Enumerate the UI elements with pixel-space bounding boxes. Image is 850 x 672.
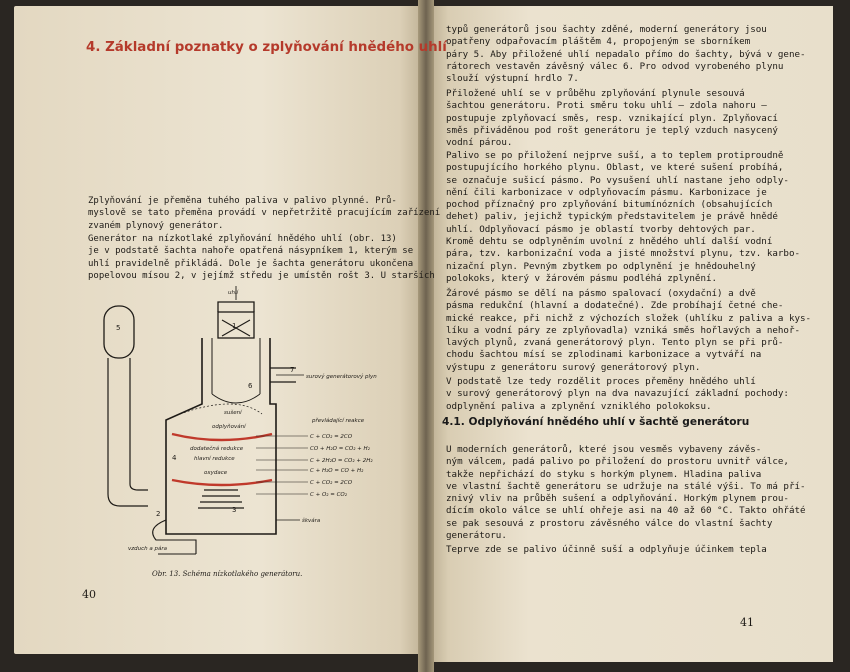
part-1: 1 (232, 322, 237, 330)
zone-degassing: odplyňování (212, 424, 246, 430)
reaction-2: CO + H₂O = CO₂ + H₂ (310, 446, 370, 452)
left-paragraph-2: Generátor na nízkotlaké zplyňování hnědého uhlí (obr. 13) je v podstatě šachta nahoře opatřená násypníkem 1, kterým se uhlí pravidelně přikládá. Dole je šachta generátoru ukončena popelovou mísou 2, v jejímž středu je umístěn rošt 3. U starších (88, 234, 435, 281)
right-paragraph-6: U moderních generátorů, které jsou vesměs vybaveny závěs- ným válcem, padá palivo po přiložení do prostoru uvnitř válce, takže nepřichází do styku s horkým plynem. Hladina paliva ve vlastní šachtě generátoru se udržuje na stálé výši. To má pří- znivý vliv na průběh sušení a odplyňování. Horkým plynem prou- dícím okolo válce se uhlí ohřeje asi na 40 až 60 °C. Takto ohřáté se pak sesouvá z prostoru závěsného válce do vlastní šachty generátoru. (446, 444, 806, 542)
label-air-steam: vzduch a pára (128, 546, 167, 552)
zone-drying: sušení (224, 410, 242, 416)
steam-collector (104, 306, 134, 358)
section-subheading: 4.1. Odplyňování hnědého uhlí v šachtě generátoru (442, 416, 750, 428)
reaction-3: C + 2H₂O = CO₂ + 2H₂ (310, 458, 373, 464)
label-raw-gas: surový generátorový plyn (306, 374, 377, 380)
zone-main-reduction: hlavní redukce (194, 456, 235, 462)
right-paragraph-7: Teprve zde se palivo účinně suší a odplyňuje účinkem tepla (446, 544, 767, 555)
reaction-6: C + O₂ = CO₂ (310, 492, 347, 498)
right-paragraph-2: Přiložené uhlí se v průběhu zplyňování plynule sesouvá šachtou generátoru. Proti směru toku uhlí – zdola nahoru – postupuje zplyňovací směs, resp. vznikající plyn. Zplyňovací směs přiváděnou pod rošt generátoru je teplý vzduch nasycený vodní párou. (446, 88, 778, 149)
zone-oxidation: oxydace (204, 470, 228, 476)
right-paragraph-5: V podstatě lze tedy rozdělit proces přeměny hnědého uhlí v surový generátorový plyn na dva navazující základní pochody: odplynění paliva a zplynění vzniklého polokoksu. (446, 376, 789, 412)
part-3: 3 (232, 506, 237, 514)
part-4: 4 (172, 454, 177, 462)
reaction-4: C + H₂O = CO + H₂ (310, 468, 364, 474)
label-reactions-header: převládající reakce (312, 418, 365, 424)
right-paragraph-4: Žárové pásmo se dělí na pásmo spalovací (oxydační) a dvě pásma redukční (hlavní a dodatečné). Zde probíhají četné che- mické reakce, při nichž z výchozích složek (uhlíku z paliva a kys- líku a vodní páry ze zplyňovadla) vzniká směs hořlavých a nehoř- lavých plynů, zvaná generátorový plyn. Tento plyn se při prů- chodu šachtou mísí se zplodinami karbonizace a vytváří na výstupu z generátoru surový generátorový plyn. (446, 288, 812, 373)
gasifier-diagram (86, 284, 386, 568)
right-page-number: 41 (740, 616, 754, 629)
right-paragraph-1: typů generátorů jsou šachty zděné, moderní generátory jsou opatřeny odpařovacím pláštěm 4, propojeným se sborníkem páry 5. Aby přiložené uhlí nepadalo přímo do šachty, bývá v gene- rátorech vestavěn závěsný válec 6. Pro odvod vyrobeného plynu slouží výstupní hrdlo 7. (446, 24, 806, 85)
reaction-5: C + CO₂ = 2CO (310, 480, 353, 486)
right-paragraph-3: Palivo se po přiložení nejprve suší, a to teplem protiproudně postupujícího horkého plynu. Oblast, ve které sušení probíhá, se označuje sušicí pásmo. Po vysušení uhlí nastane jeho odply- nění čili karbonizace v odplyňovacím pásmu. Karbonizace je pochod příznačný pro zplyňování bitumínózních (obsahujících dehet) paliv, jejichž typickým představitelem je právě hnědé uhlí. Odplyňovací pásmo je oblastí tvorby dehtových par. Kromě dehtu se odplyněním uvolní z hnědého uhlí další vodní pára, tzv. karbonizační voda a jisté množství plynu, tzv. karbo- nizační plyn. Pevným zbytkem po odplynění je hnědouhelný polokoks, který v žárovém pásmu podléhá zplynění. (446, 150, 801, 284)
chapter-heading: 4. Základní poznatky o zplyňování hnědého uhlí (86, 40, 447, 55)
label-uhli: uhlí (228, 290, 239, 296)
part-7: 7 (290, 366, 295, 374)
zone-additional-reduction: dodatečná redukce (190, 446, 244, 452)
reaction-1: C + CO₂ = 2CO (310, 434, 353, 440)
part-6: 6 (248, 382, 253, 390)
left-paragraph-1: Zplyňování je přeměna tuhého paliva v palivo plynné. Prů- myslově se tato přeměna provádí v nepřetržitě pracujícím zařízení zvaném plynový generátor. (88, 196, 441, 231)
label-slag: škvára (302, 518, 321, 524)
left-page-number: 40 (82, 588, 96, 601)
part-2: 2 (156, 510, 161, 518)
part-5: 5 (116, 324, 121, 332)
figure-caption: Obr. 13. Schéma nízkotlakého generátoru. (152, 570, 303, 578)
book-spine (418, 0, 434, 672)
